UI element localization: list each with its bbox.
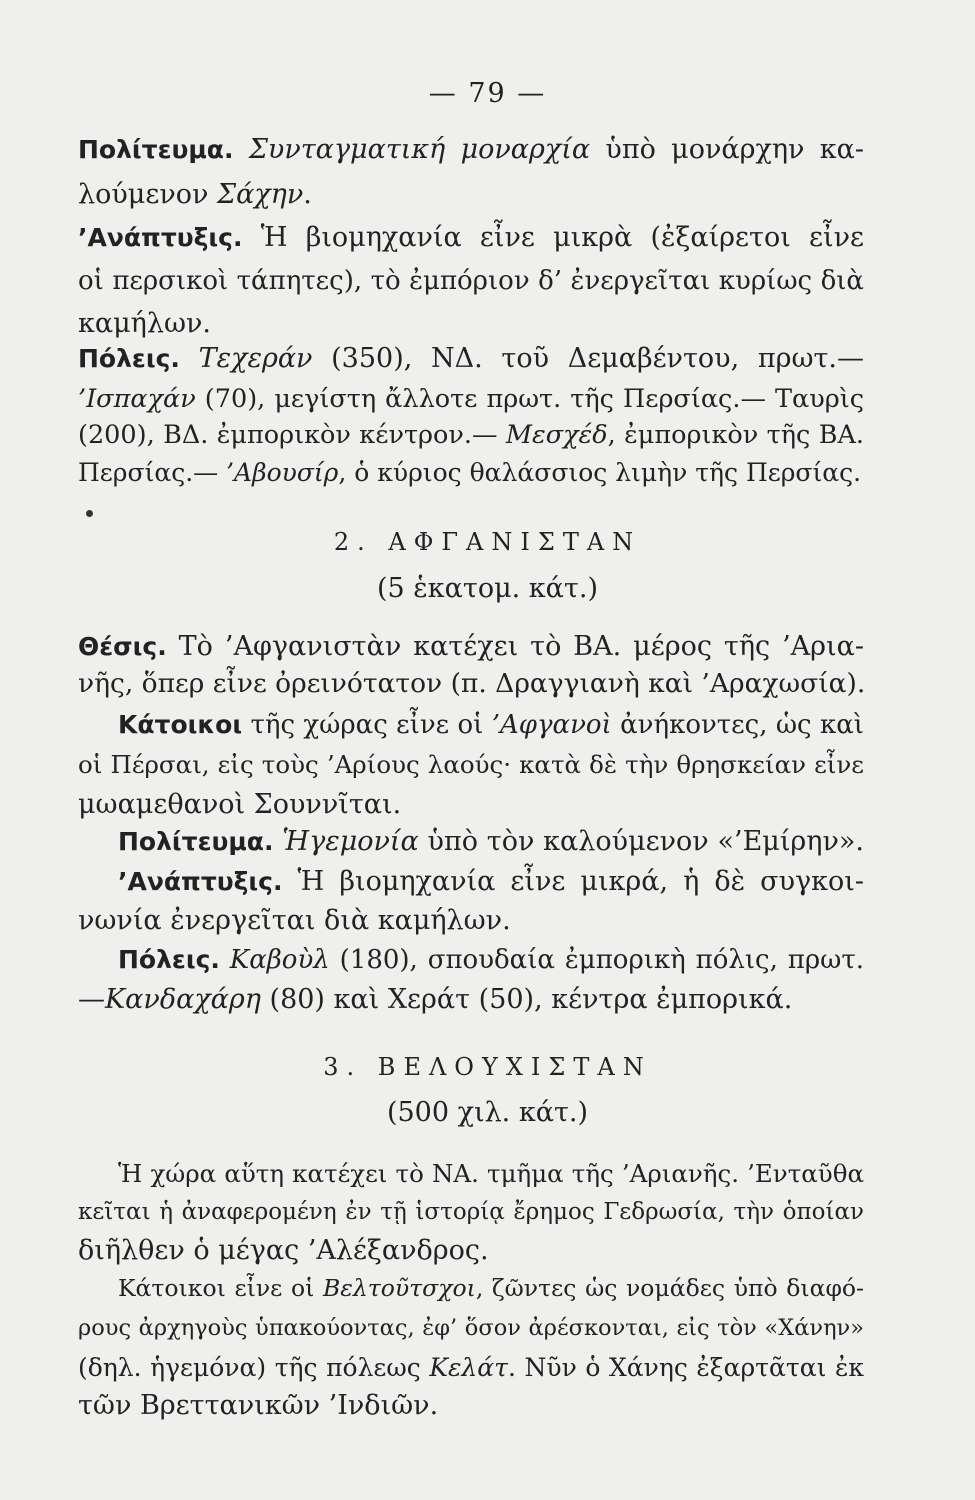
- italic-term: Κελάτ: [429, 1353, 508, 1382]
- page-number: — 79 —: [428, 78, 547, 109]
- line-text: νωνία ἐνεργεῖται διὰ καμήλων.: [78, 905, 511, 936]
- line-text: (350), ΝΔ. τοῦ Δεμαβέντου, πρωτ.—: [312, 343, 864, 374]
- line-text: ὑπὸ τὸν καλούμενον «’Εμίρην».: [418, 826, 864, 857]
- section-title: 3. ΒΕΛΟΥΧΙΣΤΑΝ: [323, 1053, 652, 1081]
- paragraph-heading: Πολίτευμα.: [78, 135, 234, 164]
- text-line: [78, 1306, 864, 1350]
- line-text: ἀνήκοντες, ὡς καὶ: [611, 710, 864, 740]
- line-text: Ἡ βιομηχανία εἶνε μικρὰ (ἐξαίρετοι εἶνε: [242, 222, 864, 253]
- text-line: [78, 978, 864, 1022]
- line-text: νῆς, ὅπερ εἶνε ὀρεινότατον (π. Δραγγιανὴ καὶ ’Αραχωσία).: [78, 668, 866, 699]
- italic-term: Συνταγματική μοναρχία: [248, 134, 591, 165]
- line-text: τῆς χώρας εἶνε οἱ: [242, 710, 492, 740]
- line-text: Ἡ χώρα αὕτη κατέχει τὸ ΝΑ. τμῆμα τῆς ’Αριανῆς. ’Ενταῦθα: [118, 1159, 864, 1188]
- ink-dot: [86, 510, 93, 517]
- paragraph-heading: Πόλεις.: [118, 945, 220, 974]
- line-text: Περσίας.—: [78, 458, 227, 487]
- line-text: (80) καὶ Χεράτ (50), κέντρα ἐμπορικά.: [260, 984, 793, 1015]
- line-text: μωαμεθανοὶ Σουννῖται.: [78, 789, 402, 820]
- line-text: (180), σπουδαία ἐμπορικὴ πόλις, πρωτ.: [329, 945, 864, 975]
- line-text: [180, 343, 199, 374]
- line-text: οἱ Πέρσαι, εἰς τοὺς ’Αρίους λαούς· κατὰ δὲ τὴν θρησκείαν εἶνε: [78, 750, 864, 779]
- line-text: κεῖται ἡ ἀναφερομένη ἐν τῇ ἱστορίᾳ ἔρημος Γεδρωσία, τὴν ὁποίαν: [78, 1199, 864, 1225]
- paragraph-heading: Κάτοικοι: [118, 710, 243, 739]
- line-text: , ὁ κύριος θαλάσσιος λιμὴν τῆς Περσίας.: [338, 458, 862, 487]
- section-subtitle: (5 ἑκατομ. κάτ.): [377, 573, 598, 604]
- line-text: οἱ περσικοὶ τάπητες), τὸ ἐμπόριον δ’ ἐνεργεῖται κυρίως διὰ: [78, 266, 864, 296]
- line-text: (δηλ. ἡγεμόνα) τῆς πόλεως: [78, 1353, 430, 1382]
- italic-term: ’Αφγανοὶ: [491, 710, 612, 740]
- text-line: [78, 899, 864, 943]
- text-line: [118, 938, 864, 982]
- text-line: [78, 451, 864, 495]
- line-text: . Νῦν ὁ Χάνης ἐξαρτᾶται ἐκ: [507, 1353, 864, 1382]
- paragraph-heading: Θέσις.: [78, 632, 167, 661]
- text-line: [78, 216, 864, 260]
- line-text: ρους ἀρχηγοὺς ὑπακούοντας, ἐφ’ ὅσον ἀρέσκονται, εἰς τὸν «Χάνην»: [78, 1315, 864, 1341]
- line-text: λούμενον: [78, 179, 217, 210]
- italic-term: Μεσχέδ: [505, 420, 608, 450]
- section-title: 2. ΑΦΓΑΝΙΣΤΑΝ: [333, 528, 642, 556]
- paragraph-heading: ’Ανάπτυξις.: [78, 223, 243, 252]
- line-text: διῆλθεν ὁ μέγας ’Αλέξανδρος.: [78, 1235, 489, 1266]
- italic-term: ’Ισπαχάν: [78, 384, 196, 414]
- text-line: [118, 860, 864, 904]
- italic-term: Τεχεράν: [198, 343, 313, 374]
- paragraph-heading: ’Ανάπτυξις.: [118, 867, 283, 896]
- text-line: [118, 703, 864, 747]
- line-text: Ἡ βιομηχανία εἶνε μικρά, ἡ δὲ συγκοι-: [282, 866, 864, 897]
- paragraph-heading: Πόλεις.: [78, 344, 180, 373]
- line-text: .: [303, 179, 312, 210]
- section-subtitle: (500 χιλ. κάτ.): [386, 1097, 589, 1128]
- line-text: —: [78, 984, 105, 1015]
- line-text: , ζῶντες ὡς νομάδες ὑπὸ διαφό-: [475, 1274, 864, 1302]
- text-line: [118, 1266, 864, 1310]
- italic-term: Καβοὺλ: [229, 945, 330, 975]
- text-line: [78, 128, 864, 172]
- text-line: [78, 173, 864, 217]
- line-text: καμήλων.: [78, 308, 211, 339]
- text-line: [118, 820, 864, 864]
- line-text: , ἐμπορικὸν τῆς ΒΑ.: [607, 420, 864, 450]
- text-line: [78, 662, 864, 706]
- text-line: [78, 743, 864, 787]
- line-text: (70), μεγίστη ἄλλοτε πρωτ. τῆς Περσίας.— Ταυρὶς: [195, 384, 864, 414]
- line-text: [273, 826, 282, 857]
- line-text: [220, 945, 230, 975]
- italic-term: ’Αβουσίρ: [226, 458, 339, 487]
- italic-term: Ἡγεμονία: [282, 826, 419, 857]
- paragraph-heading: Πολίτευμα.: [118, 827, 274, 856]
- text-line: [78, 337, 864, 381]
- line-text: ὑπὸ μονάρχην κα-: [590, 134, 864, 165]
- italic-term: Σάχην: [216, 179, 304, 210]
- italic-term: Βελτοῦτσχοι: [322, 1274, 476, 1302]
- line-text: (200), ΒΔ. ἐμπορικὸν κέντρον.—: [78, 420, 506, 450]
- line-text: Τὸ ’Αφγανιστὰν κατέχει τὸ ΒΑ. μέρος τῆς ’Αρια-: [166, 631, 864, 662]
- line-text: Κάτοικοι εἶνε οἱ: [118, 1274, 323, 1302]
- text-line: [78, 1384, 864, 1428]
- italic-term: Κανδαχάρη: [105, 984, 261, 1015]
- text-line: [78, 1190, 864, 1234]
- line-text: τῶν Βρεττανικῶν ’Ινδιῶν.: [78, 1390, 439, 1421]
- text-line: [78, 259, 864, 303]
